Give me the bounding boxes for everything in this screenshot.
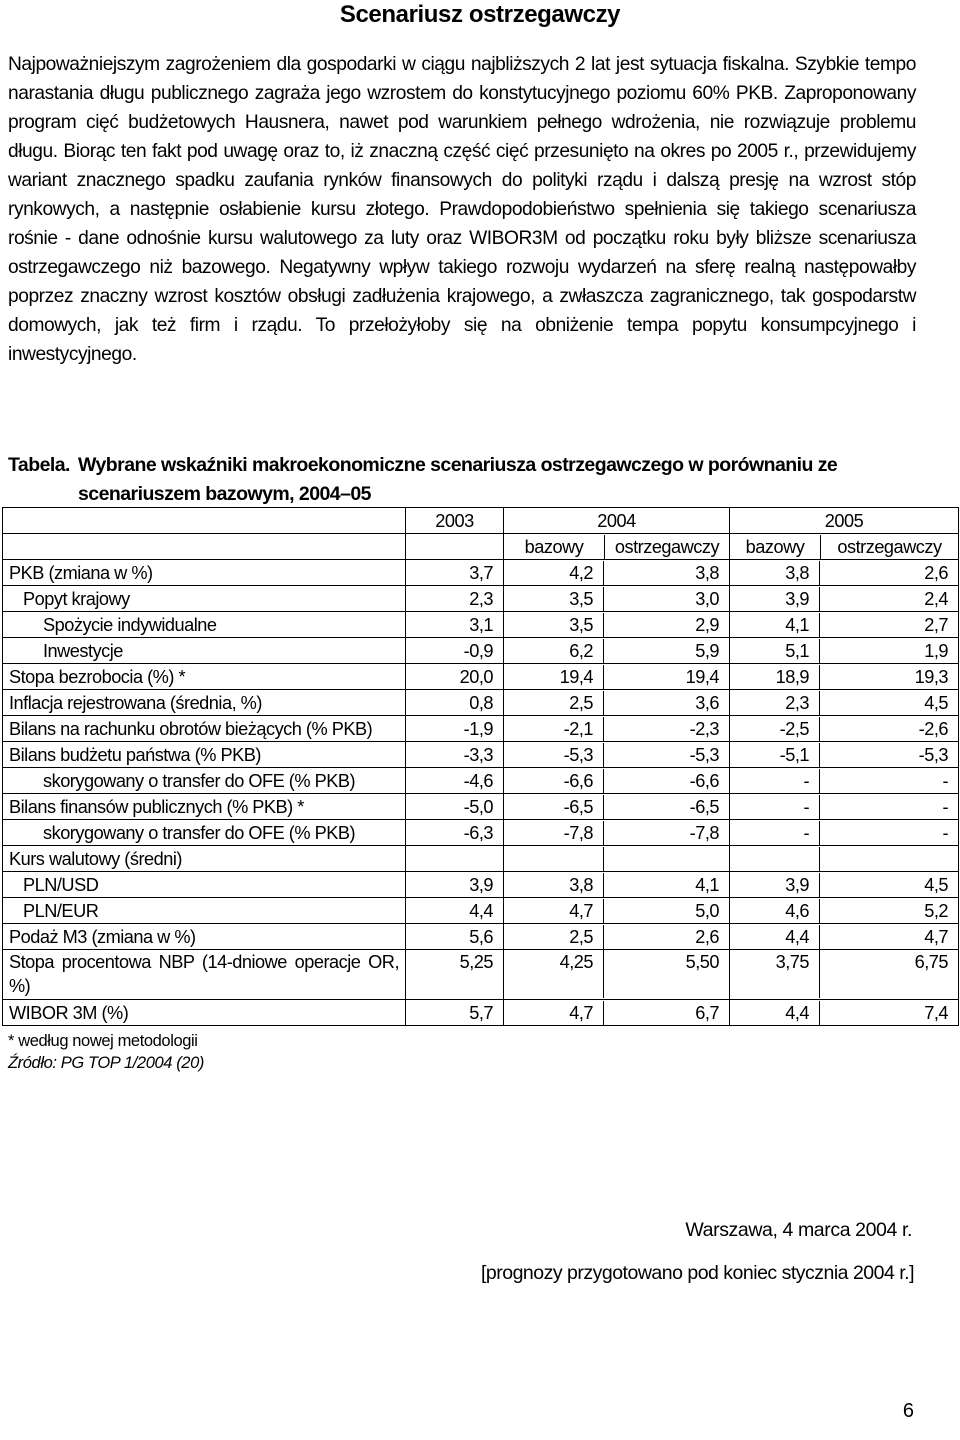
cell-bazowy-2005: -: [730, 821, 820, 845]
cell-bazowy-2004: 2,5: [504, 925, 604, 949]
subheader-ostrzegawczy-2005: ostrzegawczy: [837, 536, 942, 557]
table-row: [3, 612, 959, 638]
cell-ostrzegawczy-2005: -: [942, 822, 948, 843]
cell-ostrzegawczy-2005: 2,7: [924, 614, 948, 635]
cell-ostrzegawczy-2004: -5,3: [689, 744, 719, 765]
row-label: Popyt krajowy: [3, 586, 406, 612]
cell-group-2004: [504, 742, 730, 768]
prepared-note: [prognozy przygotowano pod koniec stycznia 2004 r.]: [480, 1262, 914, 1284]
cell-group-2004: [504, 924, 730, 950]
row-label: Inwestycje: [3, 638, 406, 664]
cell-bazowy-2004: [504, 847, 604, 871]
cell-bazowy-2004: 6,2: [504, 639, 604, 663]
cell-2003: -5,0: [406, 794, 504, 820]
table-caption-label: Tabela.: [8, 454, 70, 476]
row-label: PKB (zmiana w %): [3, 560, 406, 586]
cell-ostrzegawczy-2005: 4,7: [924, 926, 948, 947]
cell-bazowy-2004: 4,7: [504, 1001, 604, 1025]
place-date: Warszawa, 4 marca 2004 r.: [685, 1219, 912, 1241]
cell-bazowy-2005: 4,4: [730, 1001, 820, 1025]
cell-bazowy-2005: -: [730, 769, 820, 793]
table-row: [3, 820, 959, 846]
cell-bazowy-2005: 3,8: [730, 561, 820, 585]
cell-group-2005: [730, 638, 959, 664]
cell-ostrzegawczy-2004: 2,6: [695, 926, 719, 947]
cell-bazowy-2005: 4,6: [730, 899, 820, 923]
cell-bazowy-2004: -7,8: [504, 821, 604, 845]
table-row: [3, 872, 959, 898]
cell-ostrzegawczy-2005: 2,4: [924, 588, 948, 609]
cell-ostrzegawczy-2004: 3,8: [695, 562, 719, 583]
table-subheader-2003: [406, 534, 504, 560]
table-header-corner: [3, 508, 406, 534]
cell-2003: -3,3: [406, 742, 504, 768]
cell-2003: -6,3: [406, 820, 504, 846]
cell-ostrzegawczy-2005: -5,3: [918, 744, 948, 765]
cell-bazowy-2004: 4,25: [504, 950, 604, 998]
cell-bazowy-2005: 4,1: [730, 613, 820, 637]
cell-group-2005: [730, 664, 959, 690]
cell-2003: 5,7: [406, 1000, 504, 1026]
cell-2003: -4,6: [406, 768, 504, 794]
cell-2003: 4,4: [406, 898, 504, 924]
row-label: Podaż M3 (zmiana w %): [3, 924, 406, 950]
cell-ostrzegawczy-2005: 19,3: [914, 666, 948, 687]
table-row: [3, 716, 959, 742]
table-row: [3, 794, 959, 820]
row-label: Inflacja rejestrowana (średnia, %): [3, 690, 406, 716]
cell-bazowy-2005: 18,9: [730, 665, 820, 689]
cell-group-2004: [504, 612, 730, 638]
row-label: skorygowany o transfer do OFE (% PKB): [3, 820, 406, 846]
cell-group-2005: [730, 742, 959, 768]
table-row: [3, 898, 959, 924]
cell-bazowy-2005: 3,9: [730, 587, 820, 611]
cell-group-2005: [730, 560, 959, 586]
subheader-ostrzegawczy-2004: ostrzegawczy: [614, 536, 720, 557]
cell-2003: 3,1: [406, 612, 504, 638]
cell-group-2004: [504, 690, 730, 716]
cell-bazowy-2005: -5,1: [730, 743, 820, 767]
cell-group-2005: [730, 586, 959, 612]
row-label: skorygowany o transfer do OFE (% PKB): [3, 768, 406, 794]
cell-group-2004: [504, 872, 730, 898]
cell-2003: 5,25: [406, 950, 504, 1000]
cell-group-2005: [730, 898, 959, 924]
cell-group-2004: [504, 898, 730, 924]
table-row: [3, 560, 959, 586]
cell-group-2004: [504, 846, 730, 872]
cell-bazowy-2004: 4,2: [504, 561, 604, 585]
cell-ostrzegawczy-2004: 19,4: [685, 666, 719, 687]
row-label: PLN/EUR: [3, 898, 406, 924]
row-label: WIBOR 3M (%): [3, 1000, 406, 1026]
cell-2003: 5,6: [406, 924, 504, 950]
cell-bazowy-2004: 3,5: [504, 587, 604, 611]
row-label: Kurs walutowy (średni): [3, 846, 406, 872]
row-label: Bilans na rachunku obrotów bieżących (% PKB): [3, 716, 406, 742]
cell-ostrzegawczy-2005: 7,4: [924, 1002, 948, 1023]
cell-group-2004: [504, 768, 730, 794]
table-row: [3, 690, 959, 716]
cell-ostrzegawczy-2005: -: [942, 796, 948, 817]
table-caption-line1: Wybrane wskaźniki makroekonomiczne scenariusza ostrzegawczego w porównaniu ze: [78, 454, 838, 476]
row-label: Bilans budżetu państwa (% PKB): [3, 742, 406, 768]
table-row: [3, 950, 959, 1000]
cell-bazowy-2005: -2,5: [730, 717, 820, 741]
cell-group-2005: [730, 924, 959, 950]
paragraph-part-2: , przewidujemy wariant znacznego spadku zaufania rynków finansowych do polityki rządu i dalszą presję na wzrost stóp rynkowych, a następnie osłabienie kursu złotego. Prawdopodobieństwo spełnienia się takiego scenariusza rośnie - dane odnośnie kursu walutowego za luty oraz WIBOR3M od początku roku były bliższe scenariusza ostrzegawczego niż bazowego. Negatywny wpływ takiego rozwoju wydarzeń na sferę realną następowałby poprzez znaczny wzrost kosztów obsługi zadłużenia krajowego, a zwłaszcza zagranicznego, tak gospodarstw domowych, jak też firm i rządu. To przełożyłoby się na obniżenie tempa popytu konsumpcyjnego i inwestycyjnego.: [8, 141, 916, 365]
row-label: Spożycie indywidualne: [3, 612, 406, 638]
cell-group-2005: [730, 846, 959, 872]
cell-ostrzegawczy-2004: -6,5: [689, 796, 719, 817]
cell-group-2005: [730, 820, 959, 846]
table-subheader-2004: [504, 534, 730, 560]
paragraph-part-1: Najpoważniejszym zagrożeniem dla gospodarki w ciągu najbliższych 2 lat jest sytuacja fiskalna. Szybkie tempo narastania długu publicznego zagraża jego wzrostem do konstytucyjnego poziomu 60% PKB. Zaproponowany program cięć budżetowych Hausnera, nawet pod warunkiem pełnego wdrożenia, nie rozwiązuje problemu długu. Biorąc ten fakt pod uwagę oraz to, iż znaczną część cięć przesunięto na okres po 2005 r.: [8, 54, 916, 162]
cell-ostrzegawczy-2004: [604, 847, 729, 871]
cell-group-2004: [504, 1000, 730, 1026]
cell-group-2005: [730, 950, 959, 1000]
cell-ostrzegawczy-2005: -2,6: [918, 718, 948, 739]
cell-group-2005: [730, 716, 959, 742]
cell-bazowy-2005: 4,4: [730, 925, 820, 949]
cell-ostrzegawczy-2004: -2,3: [689, 718, 719, 739]
table-caption-line2: scenariuszem bazowym, 2004–05: [78, 483, 371, 505]
cell-bazowy-2005: 3,9: [730, 873, 820, 897]
cell-ostrzegawczy-2004: 4,1: [695, 874, 719, 895]
cell-2003: 0,8: [406, 690, 504, 716]
cell-bazowy-2004: 2,5: [504, 691, 604, 715]
table-subheader-corner: [3, 534, 406, 560]
cell-bazowy-2004: 19,4: [504, 665, 604, 689]
cell-group-2004: [504, 820, 730, 846]
cell-group-2004: [504, 638, 730, 664]
cell-bazowy-2004: -6,6: [504, 769, 604, 793]
cell-bazowy-2005: -: [730, 795, 820, 819]
cell-ostrzegawczy-2005: -: [942, 770, 948, 791]
cell-group-2004: [504, 664, 730, 690]
source-note: Źródło: PG TOP 1/2004 (20): [8, 1054, 204, 1072]
cell-ostrzegawczy-2004: 5,9: [695, 640, 719, 661]
table-row: [3, 586, 959, 612]
table-row: [3, 768, 959, 794]
year-header-2003: 2003: [406, 508, 504, 534]
row-label: Stopa procentowa NBP (14-dniowe operacje OR, %): [3, 950, 406, 1000]
table-caption: [8, 451, 918, 509]
cell-bazowy-2004: 3,8: [504, 873, 604, 897]
subheader-bazowy-2005: bazowy: [730, 535, 821, 559]
cell-ostrzegawczy-2005: 2,6: [924, 562, 948, 583]
cell-bazowy-2005: 2,3: [730, 691, 820, 715]
table-header-years: [3, 508, 959, 534]
cell-ostrzegawczy-2004: 3,0: [695, 588, 719, 609]
cell-group-2005: [730, 768, 959, 794]
cell-ostrzegawczy-2005: [820, 847, 958, 871]
cell-bazowy-2005: [730, 847, 820, 871]
table-row: [3, 924, 959, 950]
table-row: [3, 664, 959, 690]
cell-bazowy-2005: 5,1: [730, 639, 820, 663]
cell-group-2004: [504, 950, 730, 1000]
table-row: [3, 846, 959, 872]
cell-group-2005: [730, 794, 959, 820]
cell-group-2004: [504, 794, 730, 820]
cell-group-2004: [504, 586, 730, 612]
row-label: Bilans finansów publicznych (% PKB) *: [3, 794, 406, 820]
cell-2003: -0,9: [406, 638, 504, 664]
body-paragraph: [8, 50, 916, 369]
cell-2003: 20,0: [406, 664, 504, 690]
cell-bazowy-2004: 4,7: [504, 899, 604, 923]
cell-ostrzegawczy-2004: -6,6: [689, 770, 719, 791]
page-number: 6: [902, 1400, 914, 1422]
cell-ostrzegawczy-2004: 5,0: [695, 900, 719, 921]
cell-2003: [406, 846, 504, 872]
table-row: [3, 1000, 959, 1026]
cell-ostrzegawczy-2004: 6,7: [695, 1002, 719, 1023]
cell-bazowy-2004: 3,5: [504, 613, 604, 637]
cell-group-2004: [504, 716, 730, 742]
table-row: [3, 742, 959, 768]
table-row: [3, 638, 959, 664]
cell-ostrzegawczy-2005: 6,75: [914, 952, 948, 972]
cell-ostrzegawczy-2005: 4,5: [924, 692, 948, 713]
cell-2003: 3,7: [406, 560, 504, 586]
year-header-2005: 2005: [730, 508, 959, 534]
table-header-scenarios: [3, 534, 959, 560]
cell-group-2005: [730, 612, 959, 638]
cell-group-2005: [730, 1000, 959, 1026]
row-label: PLN/USD: [3, 872, 406, 898]
subheader-bazowy-2004: bazowy: [504, 535, 605, 559]
table-subheader-2005: [730, 534, 959, 560]
cell-2003: 3,9: [406, 872, 504, 898]
footnote: * według nowej metodologii: [8, 1032, 198, 1050]
cell-group-2005: [730, 690, 959, 716]
page-title: Scenariusz ostrzegawczy: [339, 1, 621, 28]
cell-2003: -1,9: [406, 716, 504, 742]
cell-ostrzegawczy-2004: -7,8: [689, 822, 719, 843]
cell-group-2005: [730, 872, 959, 898]
cell-bazowy-2004: -5,3: [504, 743, 604, 767]
macro-indicators-table: [2, 507, 959, 1026]
cell-ostrzegawczy-2005: 5,2: [924, 900, 948, 921]
cell-bazowy-2004: -6,5: [504, 795, 604, 819]
cell-group-2004: [504, 560, 730, 586]
cell-ostrzegawczy-2004: 2,9: [695, 614, 719, 635]
cell-ostrzegawczy-2005: 1,9: [924, 640, 948, 661]
cell-bazowy-2004: -2,1: [504, 717, 604, 741]
cell-ostrzegawczy-2004: 3,6: [695, 692, 719, 713]
cell-ostrzegawczy-2005: 4,5: [924, 874, 948, 895]
cell-bazowy-2005: 3,75: [730, 950, 820, 998]
year-header-2004: 2004: [504, 508, 730, 534]
row-label: Stopa bezrobocia (%) *: [3, 664, 406, 690]
cell-2003: 2,3: [406, 586, 504, 612]
cell-ostrzegawczy-2004: 5,50: [685, 952, 719, 972]
